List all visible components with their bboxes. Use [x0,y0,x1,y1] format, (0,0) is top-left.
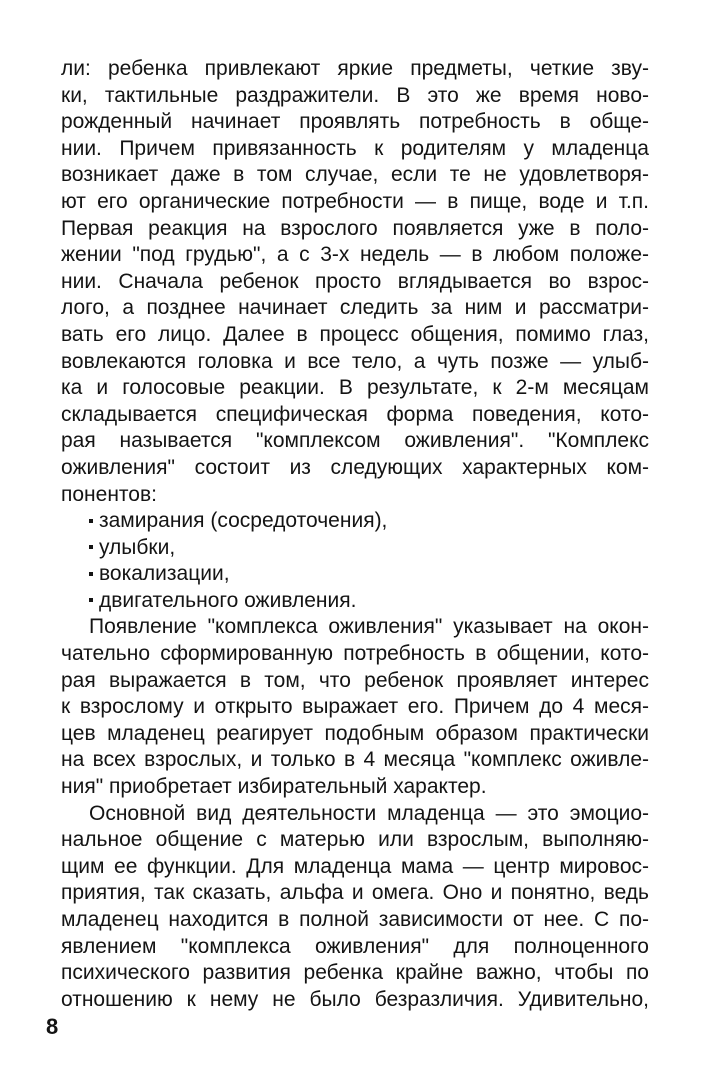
page-number: 8 [46,1014,59,1039]
text-line: рая выражается в том, что ребенок проявляет интерес [61,668,649,692]
text-line: вать его лицо. Далее в процесс общения, помимо глаз, [61,322,649,346]
text-line: явлением "комплекса оживления" для полноценного [61,934,649,958]
text-line: приятия, так сказать, альфа и омега. Оно и понятно, ведь [61,881,649,905]
text-line: нии. Сначала ребенок просто вглядывается во взрос- [61,269,649,293]
text-line: понентов: [61,482,157,506]
bullet-icon [89,545,93,549]
paragraph-3 [61,801,649,1014]
list-item-text: улыбки, [99,535,176,559]
paragraph-1 [61,56,649,508]
text-line: ют его органические потребности — в пище, воде и т.п. [61,189,649,213]
bullet-icon [89,519,93,523]
text-line: рожденный начинает проявлять потребность в обще- [61,110,649,134]
text-line: рая называется "комплексом оживления". "Комплекс [61,429,649,453]
book-page-text [61,56,649,1013]
text-line: щим ее функции. Для младенца мама — центр мировос- [61,854,649,878]
list-item-text: замирания (сосредоточения), [99,509,388,533]
text-line: цев младенец реагирует подобным образом практически [61,721,649,745]
text-line: ли: ребенка привлекают яркие предметы, четкие зву- [61,57,649,80]
text-line: нальное общение с матерью или взрослым, выполняю- [61,828,649,852]
list-item-text: вокализации, [99,562,230,586]
bullet-icon [89,572,93,576]
text-line: ки, тактильные раздражители. В это же время ново- [61,83,649,107]
paragraph-2 [61,614,649,800]
text-line: к взрослому и открыто выражает его. Причем до 4 меся- [61,695,649,719]
text-line: вовлекаются головка и все тело, а чуть позже — улыб- [61,349,649,373]
list-item [61,588,649,615]
bullet-list [61,508,649,614]
text-line: жении "под грудью", а с 3-х недель — в любом положе- [61,243,649,267]
text-line: нии. Причем привязанность к родителям у младенца [61,136,649,160]
text-line: ния" приобретает избирательный характер. [61,775,487,799]
text-line: оживления" состоит из следующих характерных ком- [61,455,649,479]
text-line: ка и голосовые реакции. В результате, к 2-м месяцам [61,376,649,400]
text-line: Основной вид деятельности младенца — это эмоцио- [89,801,649,825]
text-line: психического развития ребенка крайне важно, чтобы по [61,961,649,985]
list-item [61,535,649,562]
text-line: Появление "комплекса оживления" указывает на окон- [89,615,649,639]
text-line: на всех взрослых, и только в 4 месяца "комплекс оживле- [61,748,649,772]
list-item-text: двигательного оживления. [99,588,357,612]
list-item [61,508,649,535]
text-line: младенец находится в полной зависимости от нее. С по- [61,908,649,931]
list-item [61,561,649,588]
text-line: складывается специфическая форма поведения, кото- [61,402,649,426]
text-line: возникает даже в том случае, если те не удовлетворя- [61,163,649,187]
bullet-icon [89,598,93,602]
text-line: Первая реакция на взрослого появляется уже в поло- [61,216,649,240]
text-line: лого, а позднее начинает следить за ним и рассматри- [61,296,649,320]
text-line: чательно сформированную потребность в общении, кото- [61,642,649,666]
text-line: отношению к нему не было безразличия. Удивительно, [61,987,649,1011]
